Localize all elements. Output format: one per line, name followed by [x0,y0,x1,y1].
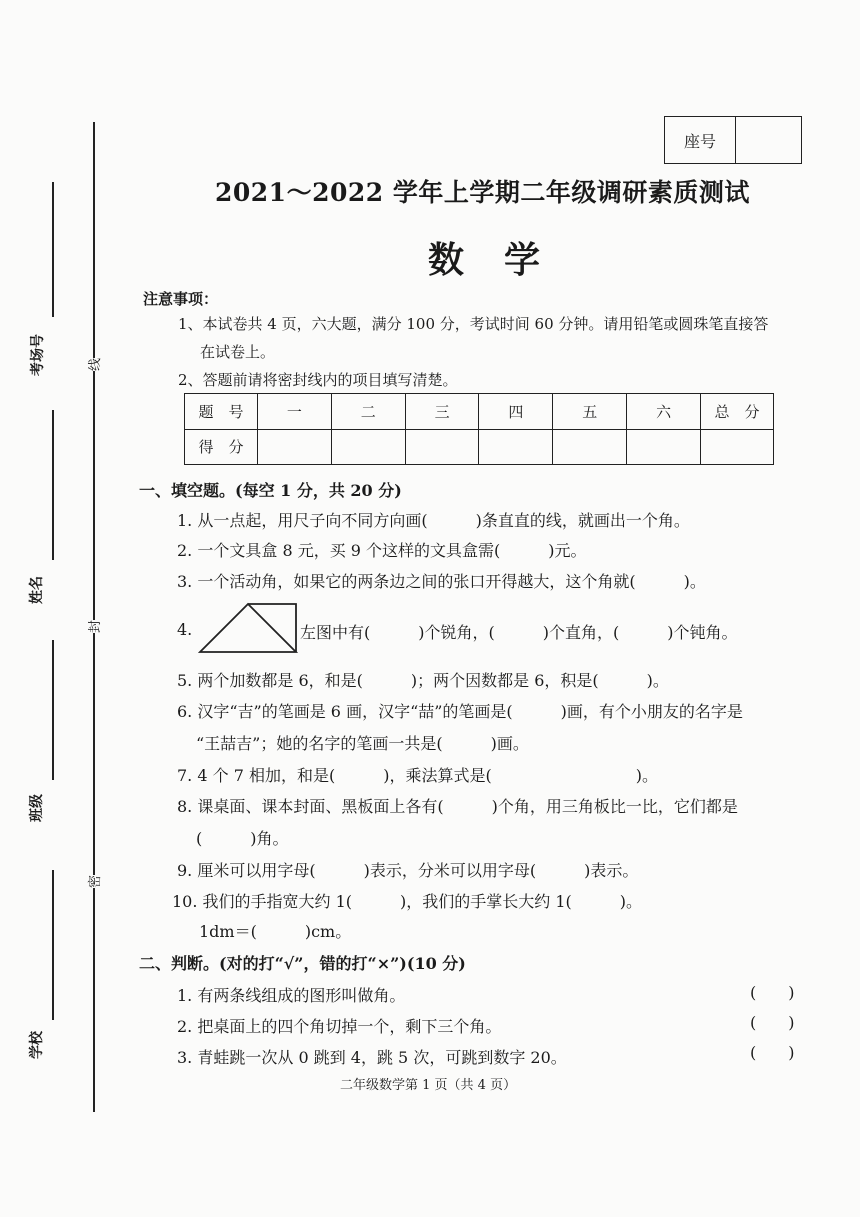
question-1-1: 1. 从一点起，用尺子向不同方向画( )条直直的线，就画出一个角。 [177,511,690,530]
triangle-outline [200,604,296,652]
question-2-1: 1. 有两条线组成的图形叫做角。 [177,986,406,1005]
answer-paren[interactable]: ( ) [750,983,795,1002]
question-1-6: 6. 汉字“吉”的笔画是 6 画，汉字“喆”的笔画是( )画，有个小朋友的名字是 [177,702,743,721]
question-2-3: 3. 青蛙跳一次从 0 跳到 4，跳 5 次，可跳到数字 20。 [177,1048,567,1067]
question-1-6-cont: “王喆吉”；她的名字的笔画一共是( )画。 [196,734,529,753]
question-1-10-cont: 1dm＝( )cm。 [199,922,352,941]
table-cell: 题 号 [185,394,258,430]
question-1-3: 3. 一个活动角，如果它的两条边之间的张口开得越大，这个角就( )。 [177,572,706,591]
table-cell: 四 [479,394,553,430]
question-1-9: 9. 厘米可以用字母( )表示，分米可以用字母( )表示。 [177,861,639,880]
question-1-8: 8. 课桌面、课本封面、黑板面上各有( )个角，用三角板比一比，它们都是 [177,797,738,816]
student-name-label: 姓名 [29,576,45,604]
name-underline [52,182,54,317]
answer-paren[interactable]: ( ) [750,1043,795,1062]
score-table-header-row [185,394,774,430]
table-cell: 二 [331,394,405,430]
question-1-7: 7. 4 个 7 相加，和是( )，乘法算式是( )。 [177,766,658,785]
note-item-1-cont: 在试卷上。 [200,343,276,361]
seal-word-seal: 封 [84,620,103,633]
school-label: 学校 [29,1031,45,1059]
question-1-2: 2. 一个文具盒 8 元，买 9 个这样的文具盒需( )元。 [177,541,587,560]
question-1-4-number: 4. [177,620,193,639]
seat-number-box [664,116,802,164]
table-cell: 六 [627,394,701,430]
question-1-5: 5. 两个加数都是 6，和是( )；两个因数都是 6，积是( )。 [177,671,669,690]
name-underline [52,410,54,560]
subject-title: 数学 [428,239,581,281]
question-1-10: 10. 我们的手指宽大约 1( )，我们的手掌长大约 1( )。 [172,892,643,911]
note-item-1: 1、本试卷共 4 页，六大题，满分 100 分，考试时间 60 分钟。请用铅笔或圆珠笔直接答 [178,315,769,333]
seat-number-label: 座号 [665,117,736,163]
question-2-2: 2. 把桌面上的四个角切掉一个，剩下三个角。 [177,1017,502,1036]
score-cell[interactable] [258,429,332,465]
seal-word-secret: 密 [84,875,103,888]
score-cell[interactable] [405,429,479,465]
answer-paren[interactable]: ( ) [750,1013,795,1032]
table-cell: 总 分 [701,394,774,430]
page-footer: 二年级数学第 1 页（共 4 页） [340,1078,517,1093]
section-2-heading: 二、判断。(对的打“√”，错的打“×”)(10 分) [139,954,466,973]
score-table-score-row [185,429,774,465]
table-cell: 五 [553,394,627,430]
seat-number-value[interactable] [736,117,801,163]
table-cell: 得 分 [185,429,258,465]
score-cell[interactable] [331,429,405,465]
question-1-8-cont: ( )角。 [196,829,289,848]
exam-title: 2021～2022 学年上学期二年级调研素质测试 [215,178,750,207]
class-label: 班级 [29,794,45,822]
exam-room-label: 考场号 [30,334,46,376]
section-1-heading: 一、填空题。(每空 1 分，共 20 分) [139,481,402,500]
binding-line [93,122,95,1112]
score-cell[interactable] [553,429,627,465]
score-cell[interactable] [627,429,701,465]
name-underline [52,640,54,780]
question-1-4: 左图中有( )个锐角，( )个直角，( )个钝角。 [300,623,738,642]
score-table [184,393,774,465]
table-cell: 三 [405,394,479,430]
score-cell[interactable] [479,429,553,465]
score-cell[interactable] [701,429,774,465]
triangle-figure [198,601,298,655]
seal-word-line: 线 [84,358,103,371]
notes-heading: 注意事项： [143,290,219,308]
name-underline [52,870,54,1020]
note-item-2: 2、答题前请将密封线内的项目填写清楚。 [178,371,458,389]
table-cell: 一 [258,394,332,430]
